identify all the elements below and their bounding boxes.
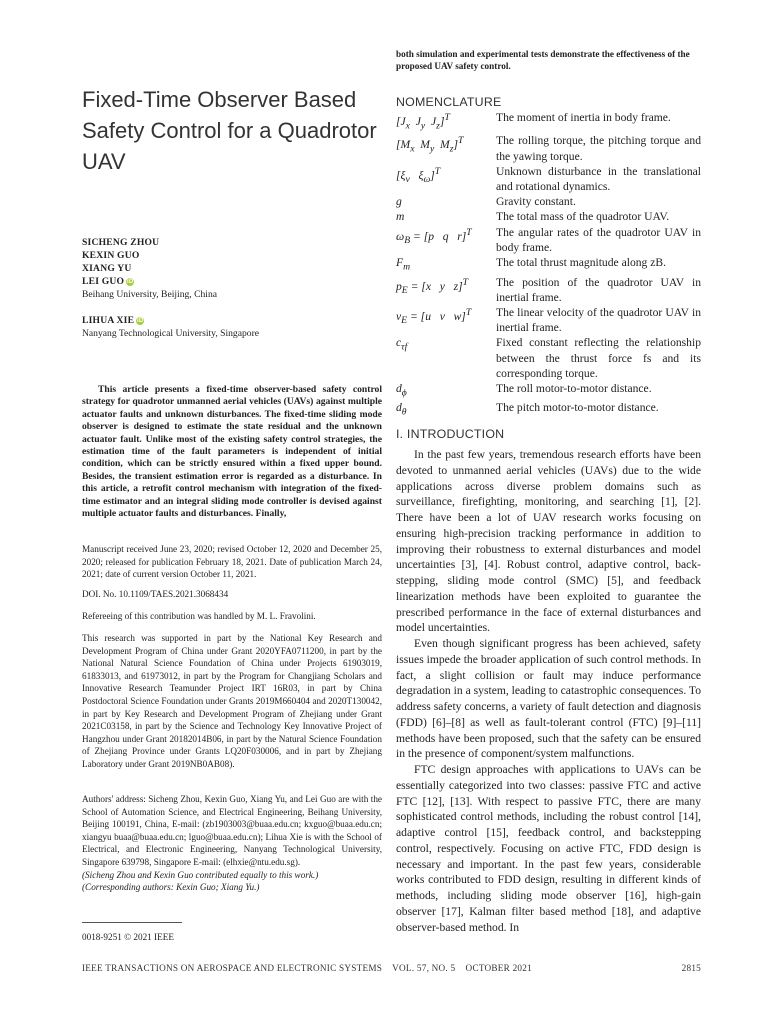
title-line: UAV bbox=[82, 149, 126, 174]
nomenclature-definition: The angular rates of the quadrotor UAV in body frame. bbox=[496, 225, 701, 254]
abstract-text: This article presents a fixed-time observer-based safety control strategy for quadrotor unmanned aerial vehicles (UAVs) against multiple actuator faults and unknown disturbances. The fixed-time sliding mode observer is designed to estimate the state residual and the unknown actuator fault. Unlike most of the existing safety control strategies, the estimation time of the fault parameters is independent of initial condition, which can be strictly ensured within a fixed upper bound. Besides, the transient estimation error is regarded as a disturbance. In this article, a retrofit control mechanism with integration of the fixed-time estimator and an integral sliding mode controller is devised against multiple actuator faults and disturbances. Finally, bbox=[82, 384, 382, 520]
funding-text: This research was supported in part by the National Key Research and Development Program of China under Grant 2020YFA0711200, in part by the National Natural Science Foundation of China under Projects 61903019, 61833013, and 61973012, in part by the Program for Changjiang Scholars and Innovative Research Teamunder Project IRT 16R03, in part by China Postdoctoral Science Foundation under Grants 2019M660404 and 2020T130042, in part by Key Research and Development Program of Zhejiang under Grant 2021C03158, in part by the Science and Technology Key Innovative Project of Hangzhou under Grant 20182014B06, in part by the Natural Science Foundation of Zhejiang Province under Grants LQ20F030006, and in part by Zhejiang Laboratory under Grant 2019NB0AB08). bbox=[82, 633, 382, 769]
copyright bbox=[82, 931, 382, 944]
nomenclature-row bbox=[396, 400, 701, 420]
nomenclature-symbol: $d_\phi$ bbox=[396, 381, 407, 399]
nomenclature-row bbox=[396, 110, 701, 133]
doi bbox=[82, 588, 382, 601]
nomenclature-definition: Unknown disturbance in the translational and rotational dynamics. bbox=[496, 164, 701, 193]
author-name: LEI GUO bbox=[82, 276, 125, 287]
nomenclature-symbol: [$J_x$ $J_y$ $J_z]^T$ bbox=[396, 112, 450, 132]
nomenclature-row bbox=[396, 225, 701, 255]
title-line: Fixed-Time Observer Based bbox=[82, 87, 357, 112]
nomenclature-definition: The position of the quadrotor UAV in inertial frame. bbox=[496, 275, 701, 304]
nomenclature-definition: Fixed constant reflecting the relationship between the thrust force fs and its corresponding torque. bbox=[496, 336, 701, 380]
nomenclature-symbol: $F_m$ bbox=[396, 256, 411, 273]
manuscript-note bbox=[82, 543, 382, 581]
author-row bbox=[82, 314, 382, 327]
nomenclature-symbol: $c_{\tau f}$ bbox=[396, 336, 408, 353]
page-number: 2815 bbox=[681, 963, 701, 973]
nomenclature-symbol: $\omega_B = [p$ q r]$^T$ bbox=[396, 226, 472, 246]
nomenclature-symbol: $p_E = [x$ y z]$^T$ bbox=[396, 276, 468, 296]
author-name: LIHUA XIE bbox=[82, 315, 135, 326]
affiliation: Beihang University, Beijing, China bbox=[82, 289, 218, 300]
nomenclature-symbol: m bbox=[396, 210, 405, 224]
nomenclature-row bbox=[396, 133, 701, 163]
nomenclature-symbol: g bbox=[396, 195, 402, 209]
nomenclature-row bbox=[396, 255, 701, 275]
introduction-body bbox=[396, 447, 701, 935]
paragraph: In the past few years, tremendous research efforts have been devoted to unmanned aerial vehicles (UAVs) due to the wide applications across diverse problem domains such as surveillance, firefighting, monitoring, and searching [1], [2]. There have been a lot of UAV research works focusing on ensuring high-precision tracking performance in addition to improving their robustness to external disturbances and model uncertainties [3], [4]. Robust control, adaptive control, back-stepping, sliding mode control (SMC) [5], and feedback linearization methods have been exploited to guarantee the prescribed performance in the face of external disturbances and model uncertainties. bbox=[396, 448, 701, 635]
nomenclature-heading: NOMENCLATURE bbox=[396, 95, 502, 109]
nomenclature-definition: The linear velocity of the quadrotor UAV in inertial frame. bbox=[496, 305, 701, 335]
author-block-ntu bbox=[82, 314, 382, 340]
nomenclature-symbol: $d_\theta$ bbox=[396, 401, 407, 418]
nomenclature-symbol: $v_E = [u$ v w]$^T$ bbox=[396, 306, 472, 327]
abstract-continuation: both simulation and experimental tests demonstrate the effectiveness of the proposed UAV safety control. bbox=[396, 49, 690, 71]
page-footer bbox=[82, 963, 701, 973]
nomenclature-row bbox=[396, 275, 701, 305]
introduction-heading: I. INTRODUCTION bbox=[396, 427, 505, 441]
funding-note bbox=[82, 632, 382, 771]
paragraph: FTC design approaches with applications to UAVs can be essentially categorized into two classes: passive FTC and active FTC [12], [13]. With respect to passive FTC, there are many sophisticated control methods, including the robust control [14], adaptive control [15], feedback control, and backstepping control, respectively. Focusing on active FTC, FDD design is necessary and important. In the past few years, considerable works contributed to FDD design, resulting in different kinds of methods, including sliding mode observer [16], high-gain observer [17], Kalman filter based method [18], and adaptive observer-based method. In bbox=[396, 763, 701, 934]
nomenclature-definition: The rolling torque, the pitching torque and the yawing torque. bbox=[496, 134, 701, 163]
nomenclature-definition: The total thrust magnitude along zB. bbox=[496, 256, 667, 269]
nomenclature-definition: The moment of inertia in body frame. bbox=[496, 111, 671, 124]
abstract bbox=[82, 384, 382, 520]
author-name: XIANG YU bbox=[82, 263, 132, 274]
nomenclature-row bbox=[396, 305, 701, 335]
refereeing-text: Refereeing of this contribution was handled by M. L. Fravolini. bbox=[82, 611, 316, 621]
nomenclature-row bbox=[396, 164, 701, 194]
title-line: Safety Control for a Quadrotor bbox=[82, 118, 377, 143]
affiliation: Nanyang Technological University, Singapore bbox=[82, 328, 260, 339]
nomenclature-row bbox=[396, 209, 701, 224]
nomenclature-row bbox=[396, 335, 701, 381]
journal-info: IEEE TRANSACTIONS ON AEROSPACE AND ELECTRONIC SYSTEMS VOL. 57, NO. 5 OCTOBER 2021 bbox=[82, 963, 532, 973]
refereeing-note bbox=[82, 610, 382, 623]
nomenclature-symbol: [$M_x$ $M_y$ $M_z]^T$ bbox=[396, 135, 464, 155]
nomenclature-row bbox=[396, 194, 701, 209]
copyright-text: 0018-9251 © 2021 IEEE bbox=[82, 932, 174, 942]
nomenclature-definition: The pitch motor-to-motor distance. bbox=[496, 401, 659, 415]
nomenclature-symbol: [$\xi_v$ $\xi_\omega]^T$ bbox=[396, 165, 441, 185]
nomenclature-definition: The total mass of the quadrotor UAV. bbox=[496, 210, 670, 224]
author-name: KEXIN GUO bbox=[82, 250, 140, 261]
nomenclature-definition: The roll motor-to-motor distance. bbox=[496, 381, 652, 395]
footnote-divider bbox=[82, 922, 182, 923]
nomenclature-definition: Gravity constant. bbox=[496, 195, 576, 209]
author-name: SICHENG ZHOU bbox=[82, 237, 160, 248]
address-note bbox=[82, 793, 382, 894]
equal-contribution-note: (Sicheng Zhou and Kexin Guo contributed equally to this work.) bbox=[82, 869, 319, 880]
address-text: Authors' address: Sicheng Zhou, Kexin Guo, Xiang Yu, and Lei Guo are with the School of Automation Science, and Electrical Engineering, Beihang University, Beijing 100191, China, E-mail: (zb1903003@buaa.edu.cn; kxguo@buaa.edu.cn; xiangyu buaa@buaa.edu.cn; lguo@buaa.edu.cn); Lihua Xie is with the School of Electrical, and Electronic Engineering, Nanyang Technological University, Singapore 639798, Singapore E-mail: (elhxie@ntu.edu.sg). bbox=[82, 794, 382, 867]
corresponding-authors-note: (Corresponding authors: Kexin Guo; Xiang Yu.) bbox=[82, 882, 260, 893]
nomenclature-list bbox=[396, 110, 701, 420]
nomenclature-row bbox=[396, 381, 701, 401]
author-row bbox=[82, 275, 382, 288]
paper-title bbox=[82, 84, 382, 177]
author-block-beihang bbox=[82, 236, 382, 301]
orcid-icon[interactable]: iD bbox=[126, 279, 134, 285]
orcid-icon[interactable]: iD bbox=[136, 318, 144, 324]
paragraph: Even though significant progress has been achieved, safety issues impede the broader application of such control methods. In fact, a slight collision or fault may induce performance degradation in a system, leading to catastrophic consequences. To address safety concerns, a variety of fault detection and diagnosis (FDD) [6]–[8] as well as fault-tolerant control (FTC) [9]–[11] methods have been proposed, such that the safety can be ensured in the presence of component/system malfunctions. bbox=[396, 637, 701, 761]
doi-text[interactable]: DOI. No. 10.1109/TAES.2021.3068434 bbox=[82, 589, 229, 599]
manuscript-dates: Manuscript received June 23, 2020; revised October 12, 2020 and December 25, 2020; released for publication February 18, 2021. Date of publication March 24, 2021; date of current version October 11, 2021. bbox=[82, 544, 382, 580]
